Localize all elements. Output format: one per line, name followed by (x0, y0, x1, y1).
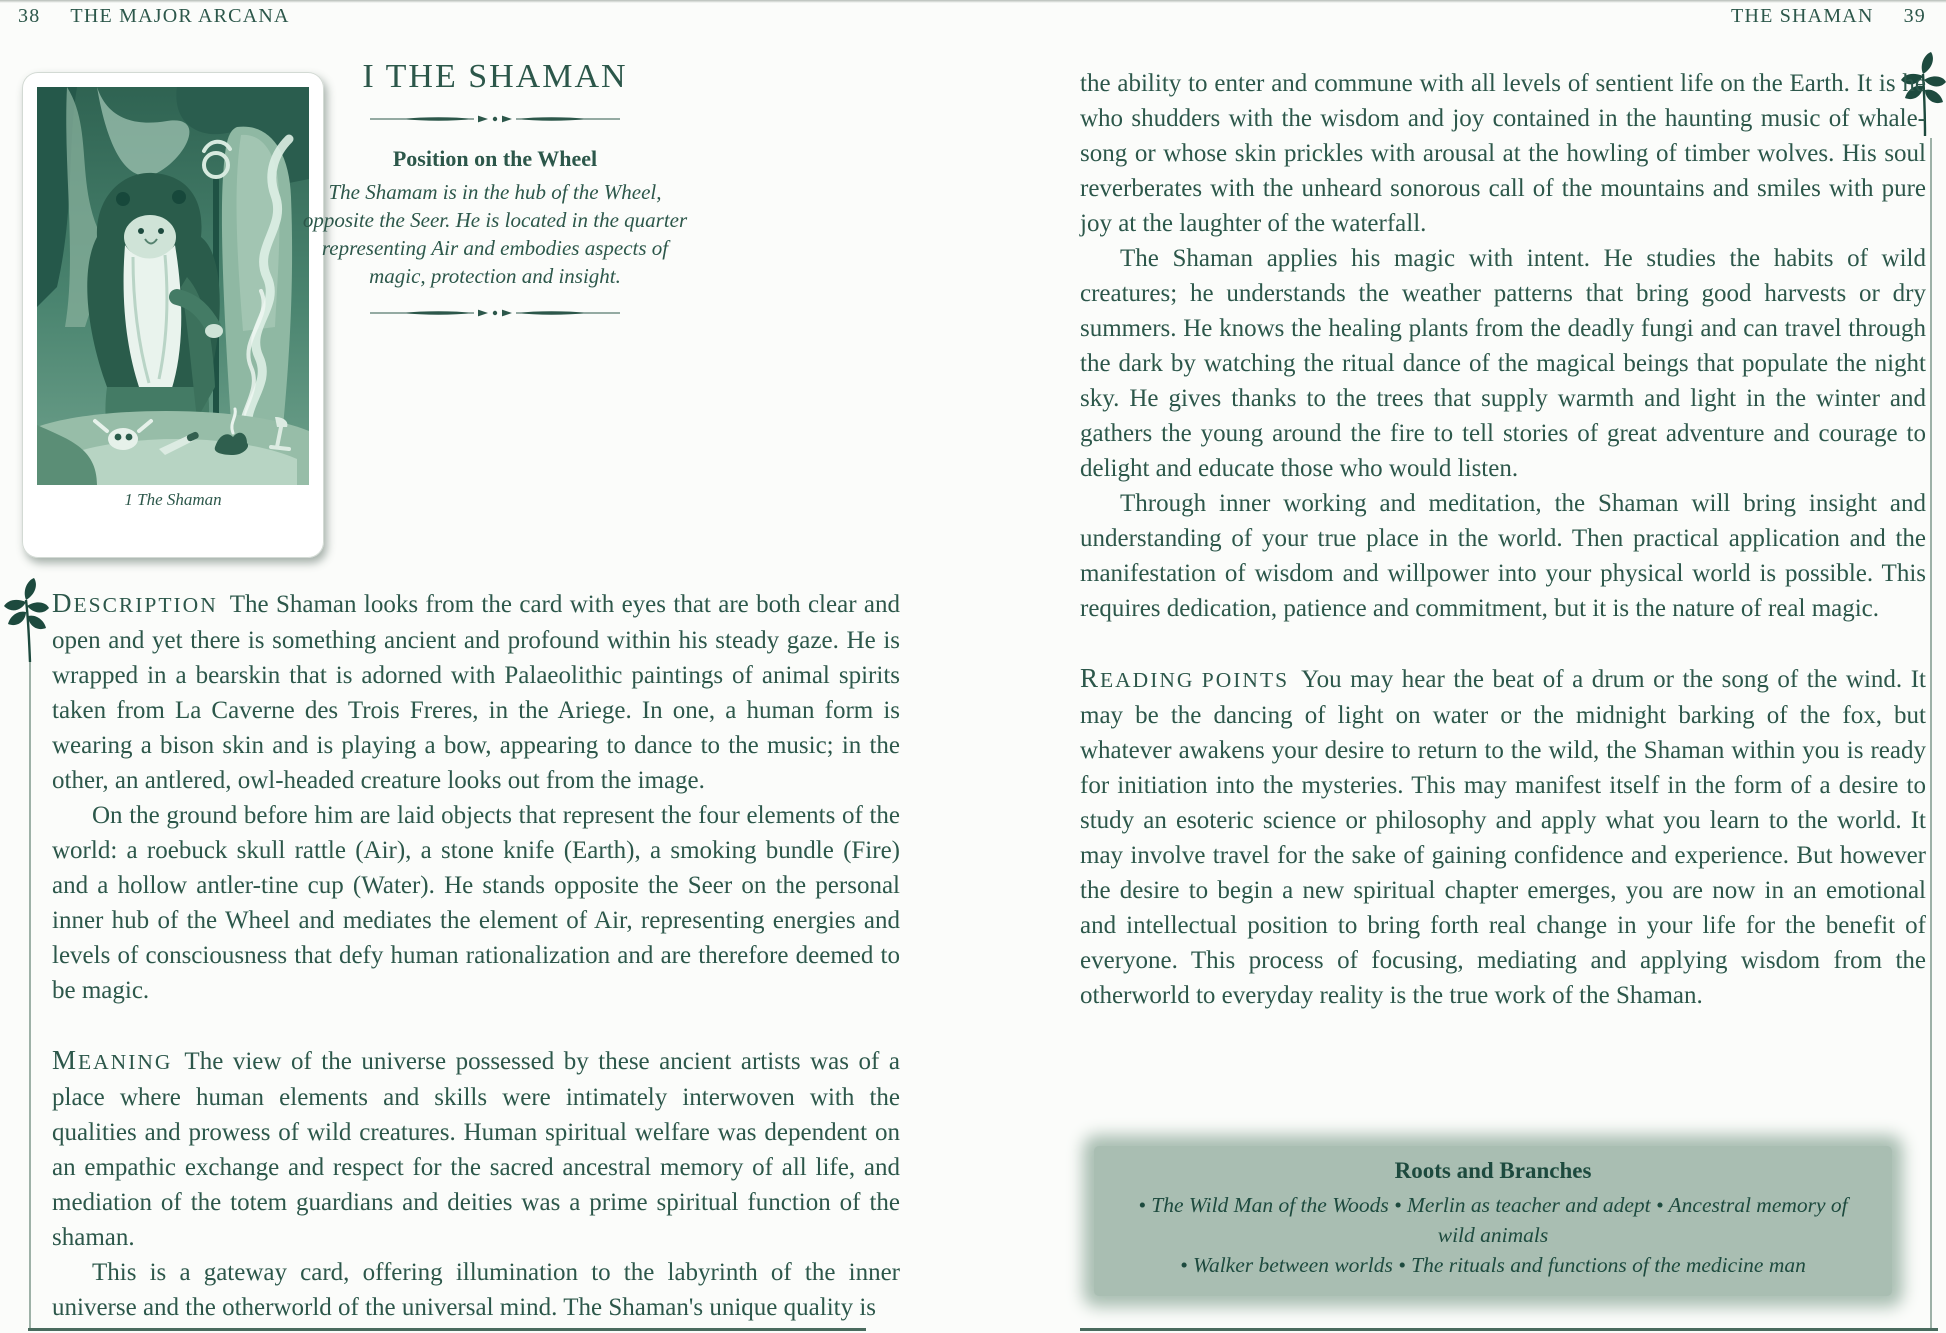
description-paragraph-2: On the ground before him are laid objects that represent the four elements of the world: a roebuck skull rattle (Air), a stone knife (Earth), a smoking bundle (Fire) and a hollow antler-tine cup (Water). He stands opposite the Seer on the personal inner hub of the Wheel and mediates the element of Air, representing energies and levels of consciousness that defy human rationalization and are therefore deemed to be magic. (52, 802, 900, 1004)
page-title: I THE SHAMAN (362, 58, 628, 95)
left-margin-rule (29, 662, 31, 1330)
left-page-body (52, 586, 900, 1325)
right-page-body (1080, 66, 1926, 1013)
shaman-card-illustration-icon (37, 87, 309, 485)
meaning-paragraph (52, 1043, 900, 1255)
roots-and-branches-box (1094, 1146, 1892, 1296)
reading-points-text: You may hear the beat of a drum or the song of the wind. It may be the dancing of light on water or the midnight barking of the fox, but whatever awakens your desire to return to the wild, the Shaman within you is ready for initiation into the mysteries. This may manifest itself in the form of a desire to study an esoteric science or philosophy and apply what you learn to the world. It may involve travel for the sake of gaining confidence and experience. But however the desire to begin a new spiritual chapter emerges, you are now in an emotional and intellectual position to bring forth real change in your life for the benefit of everyone. This process of focusing, mediating and applying wisdom from the otherworld to everyday reality is the true work of the Shaman. (1080, 666, 1926, 1009)
description-text: The Shaman looks from the card with eyes that are both clear and open and yet there is something ancient and profound within his steady gaze. He is wrapped in a bearskin that is adorned with Palaeolithic paintings of animal spirits taken from La Caverne des Trois Freres, in the Ariege. In one, a human form is wearing a bison skin and is playing a bow, appearing to dance to the music; in the other, an antlered, owl-headed creature looks out from the image. (52, 591, 900, 794)
description-paragraph (52, 586, 900, 798)
running-head-right-title: THE SHAMAN (1731, 5, 1874, 27)
body-paragraph: Through inner working and meditation, the Shaman will bring insight and understanding of your true place in the world. Then practical application and the manifestation of wisdom and willpower into your physical world is possible. This requires dedication, patience and commitment, but it is the nature of real magic. (1080, 490, 1926, 622)
ornamental-divider-icon (370, 112, 620, 126)
page-number-right: 39 (1903, 5, 1926, 27)
roots-box-title: Roots and Branches (1394, 1158, 1592, 1183)
right-page-bottom-rule (1080, 1328, 1938, 1331)
title-block (293, 58, 697, 320)
card-caption: 1 The Shaman (124, 490, 222, 509)
tarot-card (22, 72, 324, 558)
meaning-paragraph-2: This is a gateway card, offering illumination to the labyrinth of the inner universe and the otherworld of the universal mind. The Shaman's unique quality is (52, 1259, 900, 1321)
left-page-bottom-rule (28, 1328, 866, 1331)
meaning-lead: MEANING (52, 1045, 173, 1075)
right-margin-rule (1930, 138, 1932, 1330)
reading-points-lead: READING POINTS (1080, 663, 1290, 693)
position-text: The Shamam is in the hub of the Wheel, opposite the Seer. He is located in the quarter representing Air and embodies aspects of magic, protection and insight. (302, 180, 688, 288)
position-heading: Position on the Wheel (392, 146, 598, 171)
body-paragraph: The Shaman applies his magic with intent. He studies the habits of wild creatures; he understands the weather patterns that bring good harvests or dry summers. He knows the healing plants from the deadly fungi and can travel through the dark by watching the ritual dance of the magical beings that populate the night sky. He gives thanks to the trees that supply warmth and light in the winter and gathers the young around the fire to tell stories of great adventure and courage to delight and educate those who would listen. (1080, 245, 1926, 482)
ornamental-divider-icon (370, 306, 620, 320)
page-number-left: 38 (18, 5, 41, 27)
sprig-ornament-icon (2, 576, 50, 664)
meaning-text: The view of the universe possessed by these ancient artists was of a place where human elements and skills were intimately interwoven with the qualities and prowess of wild creatures. Human spiritual welfare was dependent on an empathic exchange and respect for the sacred ancestral memory of all life, and mediation of the totem guardians and deities was a prime spiritual function of the shaman. (52, 1048, 900, 1251)
reading-points-paragraph (1080, 661, 1926, 1013)
roots-box-line: • The Wild Man of the Woods • Merlin as teacher and adept • Ancestral memory of wild animals (1138, 1193, 1848, 1247)
description-lead: DESCRIPTION (52, 588, 218, 618)
running-head-left-title: THE MAJOR ARCANA (70, 5, 290, 27)
running-head-left (18, 5, 290, 28)
running-head-right (1731, 5, 1926, 28)
body-paragraph: the ability to enter and commune with all levels of sentient life on the Earth. It is he who shudders with the wisdom and joy contained in the haunting music of whale-song or whose skin prickles with arousal at the howling of timber wolves. His soul reverberates with the unheard sonorous call of the mountains and smiles with pure joy at the laughter of the waterfall. (1080, 70, 1926, 237)
roots-box-line: • Walker between worlds • The rituals and functions of the medicine man (1180, 1253, 1806, 1277)
